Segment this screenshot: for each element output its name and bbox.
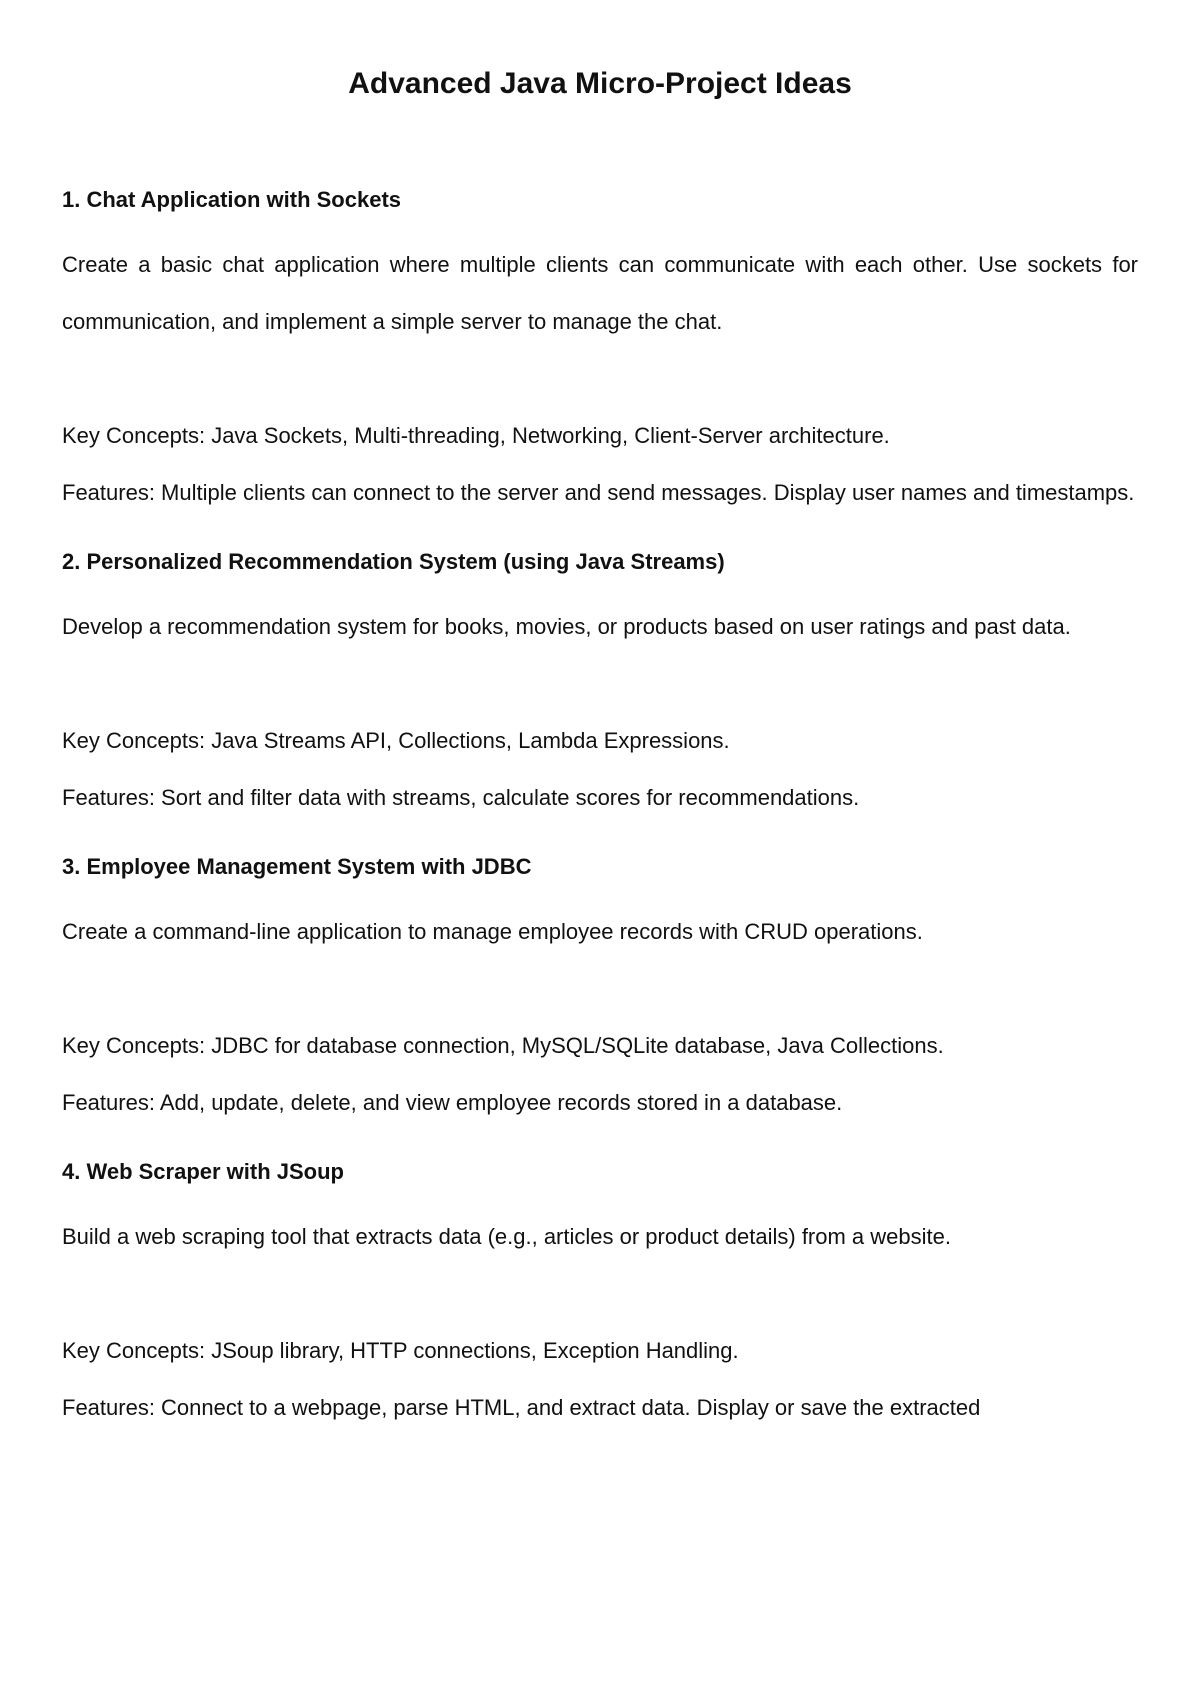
- section-heading: 4. Web Scraper with JSoup: [62, 1159, 344, 1184]
- key-concepts: Key Concepts: JSoup library, HTTP connections, Exception Handling.: [62, 1338, 739, 1363]
- key-concepts: Key Concepts: JDBC for database connection, MySQL/SQLite database, Java Collections.: [62, 1033, 944, 1058]
- features: Features: Multiple clients can connect to the server and send messages. Display user names and timestamps.: [62, 480, 1135, 505]
- section-description: Create a command-line application to manage employee records with CRUD operations.: [62, 919, 923, 944]
- section-description: Develop a recommendation system for books, movies, or products based on user ratings and past data.: [62, 614, 1071, 639]
- project-section-3: [62, 847, 1138, 1131]
- section-heading: 1. Chat Application with Sockets: [62, 187, 402, 212]
- section-heading: 3. Employee Management System with JDBC: [62, 854, 532, 879]
- section-description: Create a basic chat application where multiple clients can communicate with each other. Use sockets for communication, and implement a simple server to manage the chat.: [62, 252, 1138, 334]
- section-description: Build a web scraping tool that extracts data (e.g., articles or product details) from a website.: [62, 1224, 951, 1249]
- project-section-4: [62, 1152, 1138, 1436]
- section-heading: 2. Personalized Recommendation System (using Java Streams): [62, 549, 725, 574]
- key-concepts: Key Concepts: Java Streams API, Collections, Lambda Expressions.: [62, 728, 730, 753]
- project-section-2: [62, 542, 1138, 826]
- document-body: [62, 180, 1138, 1436]
- features: Features: Add, update, delete, and view employee records stored in a database.: [62, 1090, 843, 1115]
- features: Features: Sort and filter data with streams, calculate scores for recommendations.: [62, 785, 860, 810]
- project-section-1: [62, 180, 1138, 521]
- features: Features: Connect to a webpage, parse HTML, and extract data. Display or save the extracted: [62, 1395, 981, 1420]
- key-concepts: Key Concepts: Java Sockets, Multi-threading, Networking, Client-Server architecture.: [62, 423, 890, 448]
- page-title: Advanced Java Micro-Project Ideas: [348, 67, 852, 100]
